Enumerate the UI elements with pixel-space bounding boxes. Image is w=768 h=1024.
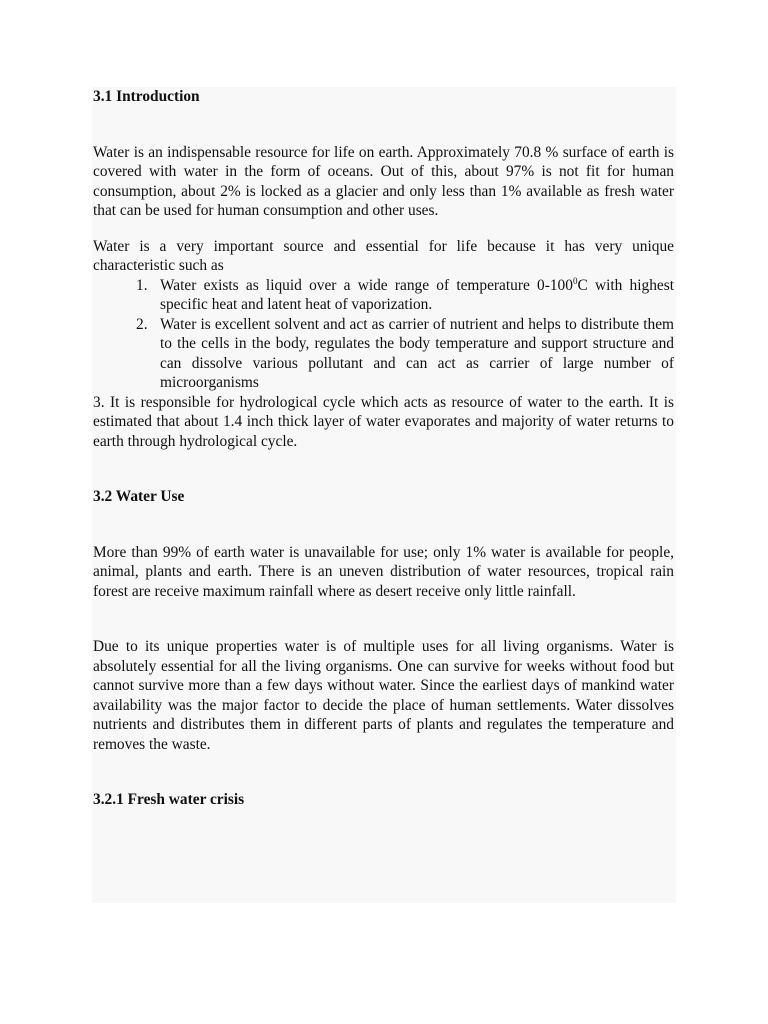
document-body (93, 87, 674, 810)
list-item-text: Water is excellent solvent and act as carrier of nutrient and helps to distribute them to the cells in the body, regulates the body temperature and support structure and can dissolve various pollutant and can act as carrier of large number of microorganisms (160, 315, 674, 391)
water-use-paragraph-2: Due to its unique properties water is of multiple uses for all living organisms. Water is absolutely essential for all the living organisms. One can survive for weeks without food but cannot survive more than a few days without water. Since the earliest days of mankind water availability was the major factor to decide the place of human settlements. Water dissolves nutrients and distributes them in different parts of plants and regulates the temperature and removes the waste. (93, 638, 674, 753)
intro-paragraph-2: Water is a very important source and essential for life because it has very unique characteristic such as (93, 237, 674, 274)
intro-paragraph-1: Water is an indispensable resource for life on earth. Approximately 70.8 % surface of earth is covered with water in the form of oceans. Out of this, about 97% is not fit for human consumption, about 2% is locked as a glacier and only less than 1% available as fresh water that can be used for human consumption and other uses. (93, 143, 674, 219)
intro-paragraph-3: 3. It is responsible for hydrological cycle which acts as resource of water to the earth. It is estimated that about 1.4 inch thick layer of water evaporates and majority of water returns to earth through hydrological cycle. (93, 393, 674, 450)
list-item-text: Water exists as liquid over a wide range of temperature 0-100 (160, 276, 573, 294)
list-item (136, 275, 674, 315)
degree-superscript: 0 (572, 275, 578, 286)
water-use-paragraph-1: More than 99% of earth water is unavailable for use; only 1% water is available for people, animal, plants and earth. There is an uneven distribution of water resources, tropical rain forest are receive maximum rainfall where as desert receive only little rainfall. (93, 543, 674, 600)
characteristics-list (93, 276, 674, 393)
list-item (136, 315, 674, 393)
section-heading-fresh-water-crisis: 3.2.1 Fresh water crisis (93, 791, 245, 808)
section-heading-water-use: 3.2 Water Use (93, 488, 185, 505)
section-heading-introduction: 3.1 Introduction (93, 88, 200, 105)
list-item-number: 1. (136, 276, 148, 294)
list-item-text-continued: C with highest specific heat and latent heat of vaporization. (160, 276, 674, 313)
list-item-number: 2. (136, 315, 148, 333)
